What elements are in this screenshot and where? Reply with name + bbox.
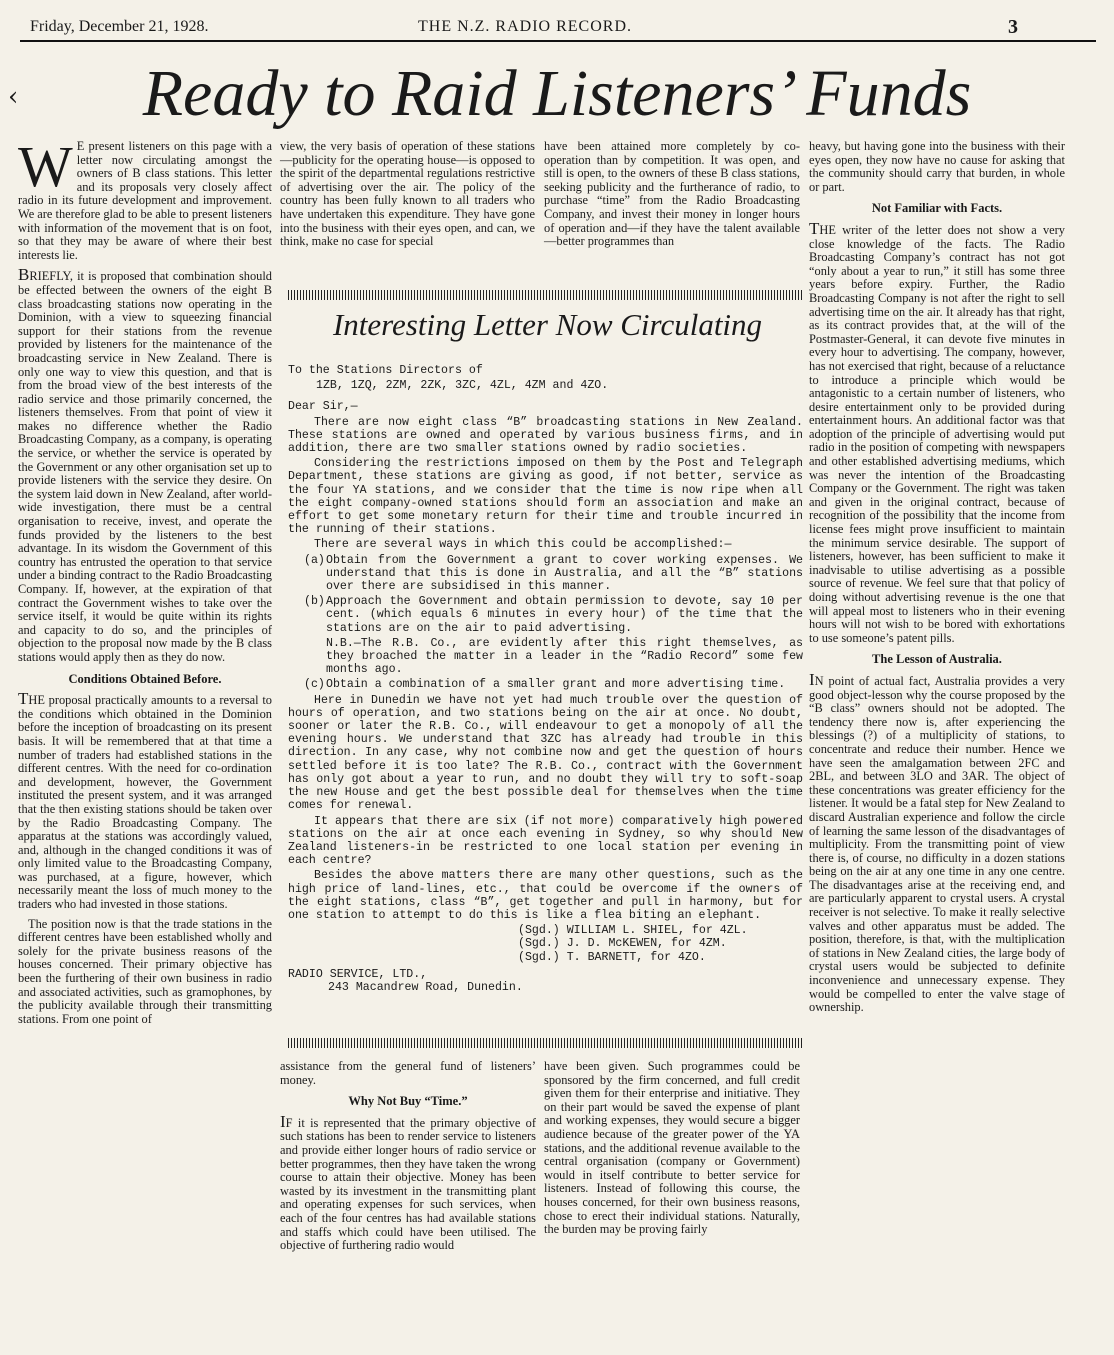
subheading-conditions: Conditions Obtained Before. (68, 671, 222, 686)
column-2-top (280, 140, 535, 255)
subheading-buy-time: Why Not Buy “Time.” (348, 1094, 468, 1109)
issue-date: Friday, December 21, 1928. (30, 18, 209, 35)
signature-line: (Sgd.) J. D. McKEWEN, for 4ZM. (518, 937, 727, 951)
signature-line: (Sgd.) WILLIAM L. SHIEL, for 4ZL. (518, 924, 748, 938)
publication-name: THE N.Z. RADIO RECORD. (418, 18, 632, 35)
header-rule (20, 40, 1096, 42)
ornamental-rule (288, 1038, 804, 1048)
column-2-bottom (280, 1060, 536, 1259)
paragraph: have been given. Such programmes could be sponsored by the firm concerned, and full credit given them for their enterprise and initiative. They on their part would be saved the expense of plant and working expenses, they would secure a bigger audience because of the greater power of the YA stations, and the additional revenue available to the central organisation (company or Government) would in itself contribute to better service for listeners. Instead of following this course, the houses concerned, for their own business reasons, chose to erect their individual stations. Naturally, the burden may be proving fairly (544, 1059, 800, 1237)
column-4 (809, 140, 1065, 1021)
subheading-facts: Not Familiar with Facts. (871, 201, 1003, 216)
paragraph: view, the very basis of operation of these stations—publicity for the operating house—is opposed to the spirit of the departmental regulations restrictive of advertising over the air. The policy of the country has been fully known to all traders who have undertaken this expenditure. They have gone into the business with their eyes open, and can, we think, make no case for special (280, 139, 535, 249)
page-number: 3 (1008, 16, 1018, 38)
letter-paragraph: There are now eight class “B” broadcasting stations in New Zealand. These stations are owned and operated by various business firms, and in addition, there are two smaller stations owned by radio societies. (288, 415, 803, 456)
paragraph: assistance from the general fund of listeners’ money. (280, 1059, 536, 1087)
paragraph: BRIEFLY, it is proposed that combination should be effected between the owners of the eight B class broadcasting stations now operating in the Dominion, with a view to squeezing financial support for their stations from the revenue provided by listeners for the maintenance of the broadcasting service in New Zealand. There is only one way to view this question, and that is from the broad view of the best interests of the radio service and those primarily concerned, the listeners themselves. From that point of view it makes no difference whether the Radio Broadcasting Company, as a company, is operating the service, or whether the service is operated by the Government or any other organisation set up to provide listeners with the service they desire. On the system laid down in New Zealand, after world-wide investigation, there must be a central organisation to receive, invest, and operate the funds provided by the listeners to the best advantage. In its wisdom the Government of this country has entrusted the operation to that service under a binding contract to the Radio Broadcasting Company. If, however, at the expiration of that contract the Government wishes to take over the service itself, it would be quite within its rights and capacity to do so, and the principles of objection to the proposal now made by the B class stations would apply then as they do now. (18, 265, 272, 664)
letter-paragraph: Here in Dunedin we have not yet had much trouble over the question of hours of operation, and two stations being on the air at once. No doubt, sooner or later the R.B. Co., will endeavour to get a monopoly of all the evening hours. We understand that 3ZC has already had trouble in this direction. In any case, why not combine now and get the question of hours settled before it is too late? The R.B. Co., contract with the Government has only got about a year to run, and no doubt they will try to soft-soap the new House and get the best possible deal for themselves when the time comes for renewal. (288, 693, 803, 813)
letter-paragraph: Considering the restrictions imposed on them by the Post and Telegraph Department, these stations are giving as good, if not better, service as the four YA stations, and we consider that the time is now ripe when all the eight company-owned stations should form an association and make an effort to get some monetary return for their time and trouble incurred in the running of their stations. (288, 457, 803, 537)
page-header (0, 10, 1114, 40)
letter-addressee: To the Stations Directors of (288, 364, 483, 377)
letter-text (288, 364, 803, 994)
letter-item-c: (c) Obtain a combination of a smaller grant and more advertising time. (304, 678, 786, 692)
letter-paragraph: It appears that there are six (if not more) comparatively high powered stations on the air at once each evening in Sydney, so why should New Zealand listeners-in be restricted to one local station per evening in each centre? (288, 814, 803, 868)
column-3-top (544, 140, 800, 255)
letter-salutation: Dear Sir,— (288, 400, 358, 414)
letter-paragraph: Besides the above matters there are many other questions, such as the high price of land-lines, etc., that could be overcome if the owners of the eight stations, class “B”, get together and pull in harmony, but for one station to attempt to do this is like a flea biting an elephant. (288, 869, 803, 922)
drop-cap: W (18, 134, 73, 199)
ornamental-rule (288, 290, 804, 300)
sender-name: RADIO SERVICE, LTD., (288, 967, 428, 981)
letter-item-a: (a) Obtain from the Government a grant to cover working expenses. We understand that this is done in Australia, and all the “B” stations over there are subsidised in this manner. (304, 553, 803, 594)
intro-paragraph: W E present listeners on this page with a letter now circulating amongst the owners of B class stations. This letter and its proposals very closely affect radio in its future development and improvement. We are therefore glad to be able to present listeners with information of the movement that is on foot, so that they may be aware of where their best interests lie. (18, 134, 272, 262)
paragraph: THE proposal practically amounts to a reversal to the conditions which obtained in the Dominion before the inception of broadcasting on its present basis. It will be remembered that at that time a number of traders had established stations in the different centres. With the need for co-ordination and development, however, the Government instituted the present system, and it was arranged that the then existing stations should be taken over by the Radio Broadcasting Company. The apparatus at the stations was accordingly valued, and, although in the changed conditions it was of only limited value to the Broadcasting Company, was purchased, at a figure, however, which necessarily meant the loss of much money to the traders who had invested in those stations. (18, 689, 272, 912)
paragraph: IF it is represented that the primary objective of such stations has been to render service to listeners and provide either longer hours of radio service or better programmes, then they have taken the wrong course to attain their objective. Money has been wasted by its investment in the transmitting plant and operating expenses for such services, when each of the four centres has had available stations and staffs which could have been utilised. The objective of furthering radio would (280, 1111, 536, 1253)
inset-title: Interesting Letter Now Circulating (332, 307, 763, 342)
letter-note: N.B.—The R.B. Co., are evidently after this right themselves, as they broached the matter in a leader in the “Radio Record” some few months ago. (326, 636, 803, 677)
subheading-australia: The Lesson of Australia. (872, 652, 1002, 667)
paragraph: have been attained more completely by co-operation than by competition. It was open, and still is open, to the owners of these B class stations, seeking publicity and the furtherance of radio, to purchase “time” from the Radio Broadcasting Company, and invest their money in longer hours of operation and—if they have the talent available—better programmes than (544, 139, 800, 249)
headline: Ready to Raid Listeners’ Funds (142, 57, 972, 130)
column-1 (18, 134, 272, 1032)
letter-stations: 1ZB, 1ZQ, 2ZM, 2ZK, 3ZC, 4ZL, 4ZM and 4ZO. (316, 379, 609, 393)
paragraph: heavy, but having gone into the business with their eyes open, they now have no cause for asking that the community should carry that burden, in whole or part. (809, 139, 1065, 194)
paragraph: The position now is that the trade stations in the different centres have been established wholly and solely for the private business reasons of the houses concerned. Their primary objective has been the furthering of their own business in radio and associated activities, such as gramophones, by the publicity available through their transmitting stations. From one point of (18, 916, 272, 1026)
sender-address: 243 Macandrew Road, Dunedin. (328, 980, 523, 994)
column-3-bottom (544, 1060, 800, 1243)
signature-line: (Sgd.) T. BARNETT, for 4ZO. (518, 950, 706, 964)
margin-mark: ‹ (8, 82, 19, 112)
letter-item-b: (b) Approach the Government and obtain permission to devote, say 10 per cent. (which equals 6 minutes in every hour) of the time that the stations are on the air to paid advertising. (304, 595, 803, 635)
paragraph: THE writer of the letter does not show a very close knowledge of the facts. The Radio Broadcasting Company’s contract has not got “only about a year to run,” it still has some three years before expiry. Further, the Radio Broadcasting Company is not after the right to sell advertising time on the air. It already has that right, as its contract provides that, at the will of the Postmaster-General, it can devote five minutes in every hour to advertising. The company, however, has not exercised that right, because of a reluctance to introduce a principle which would be antagonistic to a certain number of listeners, who desire entertainment only to be provided during entertainment hours. An additional factor was that adoption of the principle of advertising would put radio in the position of competing with newspapers and other established advertising mediums, which was never the intention of the Broadcasting Company or the Government. The right was taken and given in the original contract, because of recognition of the possibility that the income from license fees might prove insufficient to maintain the minimum service desirable. The support of listeners, however, has been sufficient to make it inadvisable to utilise advertising as a possible source of revenue. We feel sure that that policy of doing without advertising revenue is the one that will appeal most to listeners who in their evening hours will not wish to be bored with exhortations to use someone’s patent pills. (809, 218, 1065, 645)
paragraph: IN point of actual fact, Australia provides a very good object-lesson why the course proposed by the “B class” owners should not be adopted. The tendency there now is, after experiencing the blessings (?) of a multiplicity of stations, to concentrate and reduce their number. Hence we have seen the amalgamation between 2FC and 2BL, and between 3LO and 3AR. The object of these concentrations was greater efficiency for the listener. It would be a fatal step for New Zealand to discard Australian experience and follow the circle of learning the same lesson of the disadvantages of multiplicity. From the transmitting point of view there is, of course, no difficulty in a dozen stations being on the air at any one time in any one centre. The disadvantages arise at the receiving end, and are particularly apparent to crystal users. A crystal receiver is not selective. To make it really selective valves and other apparatus must be added. The position, therefore, is that, with the multiplication of stations in New Zealand cities, the large body of crystal users would be subjected to definite inconvenience and unnecessary expense. They would be compelled to enter the valve stage of ownership. (809, 669, 1065, 1015)
letter-paragraph: There are several ways in which this could be accomplished:— (314, 538, 732, 552)
